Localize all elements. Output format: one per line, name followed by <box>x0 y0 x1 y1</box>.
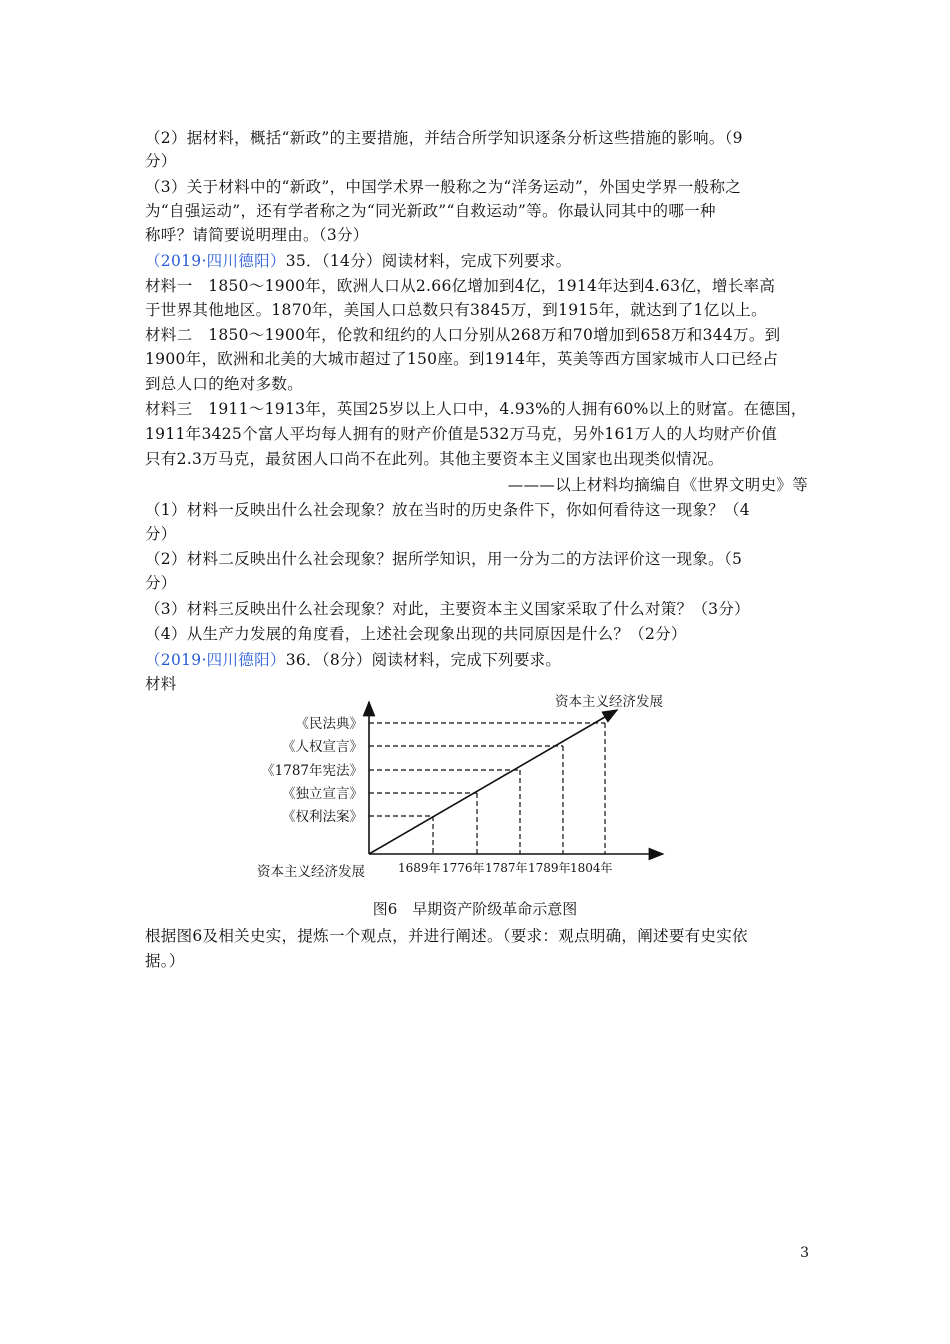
trend-line <box>369 710 617 854</box>
sub-question: （3）材料三反映出什么社会现象？对此，主要资本主义国家采取了什么对策？（3分） <box>145 600 750 618</box>
material-line: 1911年3425个富人平均每人拥有的财产价值是532万马克，另外161万人的人均财产价值 <box>145 425 778 443</box>
sub-question: （2）材料二反映出什么社会现象？据所学知识，用一分为二的方法评价这一现象。（5 <box>145 550 743 568</box>
question-source: （2019·四川德阳） <box>145 252 286 270</box>
revolution-chart <box>255 690 700 882</box>
text-line: 分） <box>145 152 177 170</box>
x-tick-label: 1787年 <box>485 861 528 875</box>
text-line: （3）关于材料中的“新政”，中国学术界一般称之为“洋务运动”，外国史学界一般称之 <box>145 178 742 196</box>
x-tick-label: 1689年 <box>398 861 441 875</box>
y-tick-label: 《独立宣言》 <box>282 786 363 802</box>
x-axis-label: 资本主义经济发展 <box>257 864 365 880</box>
x-tick-label: 1789年 <box>528 861 571 875</box>
page-number: 3 <box>800 1245 809 1261</box>
citation: ———以上材料均摘编自《世界文明史》等 <box>507 476 808 494</box>
x-tick-label: 1804年 <box>570 861 613 875</box>
y-tick-label: 《1787年宪法》 <box>261 763 363 779</box>
question-stem: 35．（14分）阅读材料，完成下列要求。 <box>285 252 572 270</box>
text-line: （2）据材料，概括“新政”的主要措施，并结合所学知识逐条分析这些措施的影响。（9 <box>145 129 743 147</box>
question-source: （2019·四川德阳） <box>145 651 286 669</box>
figure-caption: 图6 早期资产阶级革命示意图 <box>372 900 578 918</box>
material-line: 材料二 1850～1900年，伦敦和纽约的人口分别从268万和70增加到658万和344万。到 <box>145 326 781 344</box>
material-line: 材料三 1911～1913年，英国25岁以上人口中，4.93%的人拥有60%以上的财富。在德国， <box>145 400 807 418</box>
sub-question: （1）材料一反映出什么社会现象？放在当时的历史条件下，你如何看待这一现象？（4 <box>145 501 750 519</box>
material-line: 1900年，欧洲和北美的大城市超过了150座。到1914年，英美等西方国家城市人口已经占 <box>145 350 779 368</box>
trend-line-label: 资本主义经济发展 <box>555 694 663 710</box>
prompt-line: 据。） <box>145 952 185 970</box>
prompt-line: 根据图6及相关史实，提炼一个观点，并进行阐述。（要求：观点明确，阐述要有史实依 <box>145 927 748 945</box>
y-tick-label: 《民法典》 <box>295 716 363 732</box>
sub-question: 分） <box>145 525 177 543</box>
y-tick-label: 《人权宣言》 <box>282 739 363 755</box>
material-label: 材料 <box>145 675 177 693</box>
sub-question: 分） <box>145 574 177 592</box>
y-tick-label: 《权利法案》 <box>282 809 363 825</box>
material-line: 于世界其他地区。1870年，美国人口总数只有3845万，到1915年，就达到了1亿以上。 <box>145 301 767 319</box>
question-36-header <box>145 649 561 671</box>
question-stem: 36．（8分）阅读材料，完成下列要求。 <box>285 651 562 669</box>
material-line: 到总人口的绝对多数。 <box>145 375 304 393</box>
material-line: 只有2.3万马克，最贫困人口尚不在此列。其他主要资本主义国家也出现类似情况。 <box>145 450 724 468</box>
material-line: 材料一 1850～1900年，欧洲人口从2.66亿增加到4亿，1914年达到4.63亿，增长率高 <box>145 277 776 295</box>
text-line: 为“自强运动”，还有学者称之为“同光新政”“自救运动”等。你最认同其中的哪一种 <box>145 202 716 220</box>
sub-question: （4）从生产力发展的角度看，上述社会现象出现的共同原因是什么？（2分） <box>145 625 687 643</box>
question-35-header <box>145 250 571 272</box>
text-line: 称呼？请简要说明理由。（3分） <box>145 226 369 244</box>
x-tick-label: 1776年 <box>442 861 485 875</box>
